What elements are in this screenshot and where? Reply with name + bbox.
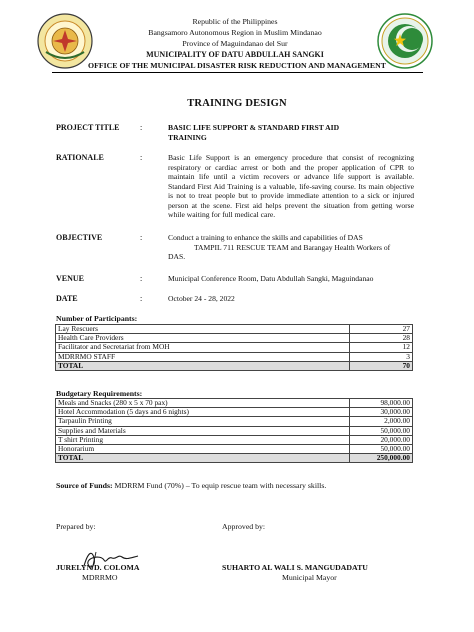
objective-line1: Conduct a training to enhance the skills and capabilities of DAS [168,233,363,242]
row-label: Honorarium [56,445,350,454]
row-label: MDRRMO STAFF [56,352,350,361]
venue-colon: : [140,274,143,283]
participants-title: Number of Participants: [56,314,138,323]
rationale-label: RATIONALE [56,153,104,162]
row-value: 50,000.00 [350,426,413,435]
participants-table [55,324,413,371]
row-value: 30,000.00 [350,408,413,417]
venue-label: VENUE [56,274,85,283]
project-title-value [168,123,428,142]
total-row [56,454,413,463]
row-value: 98,000.00 [350,399,413,408]
table-row [56,445,413,454]
table-row [56,352,413,361]
total-value: 70 [350,361,413,370]
date-label: DATE [56,294,78,303]
project-title-line2: TRAINING [168,132,207,142]
table-row [56,426,413,435]
row-label: Lay Rescuers [56,325,350,334]
date-colon: : [140,294,143,303]
approved-by-label: Approved by: [222,522,266,531]
objective-colon: : [140,233,143,242]
total-row [56,361,413,370]
source-of-funds [56,481,326,490]
approver-title: Municipal Mayor [282,573,337,582]
row-label: T shirt Printing [56,435,350,444]
budget-title: Budgetary Requirements: [56,389,143,398]
row-value: 3 [350,352,413,361]
header-republic: Republic of the Philippines [192,17,278,26]
budget-table [55,398,413,463]
header-divider [52,72,423,73]
total-label: TOTAL [56,454,350,463]
row-value: 28 [350,334,413,343]
table-row [56,435,413,444]
source-of-funds-label: Source of Funds: [56,481,113,490]
project-title-colon: : [140,123,143,132]
row-label: Meals and Snacks (280 x 5 x 70 pax) [56,399,350,408]
project-title-line1: BASIC LIFE SUPPORT & STANDARD FIRST AID [168,123,340,132]
preparer-title: MDRRMO [82,573,118,582]
row-value: 2,000.00 [350,417,413,426]
total-label: TOTAL [56,361,350,370]
row-label: Supplies and Materials [56,426,350,435]
document-title: TRAINING DESIGN [187,98,287,109]
header-office: OFFICE OF THE MUNICIPAL DISASTER RISK REDUCTION AND MANAGEMENT [88,61,386,70]
row-label: Tarpaulin Printing [56,417,350,426]
row-value: 27 [350,325,413,334]
table-row [56,417,413,426]
total-value: 250,000.00 [350,454,413,463]
project-title-label: PROJECT TITLE [56,123,120,132]
rationale-value: Basic Life Support is an emergency procedure that consist of recognizing respiratory or cardiac arrest or both and the proper application of CPR to maintain life until a victim recovers or advance life support is available. Standard First Aid Training is a valuable, life-saving course. Its main objective is not to treat people but to provide immediate attention to a sick or injured person at the scene. First aid helps prevent the situation from getting worse while waiting for full medical care. [168,153,414,219]
row-label: Health Care Providers [56,334,350,343]
header-region: Bangsamoro Autonomous Region in Muslim Mindanao [148,28,322,37]
row-label: Facilitator and Secretariat from MOH [56,343,350,352]
row-value: 20,000.00 [350,435,413,444]
date-value: October 24 - 28, 2022 [168,294,235,303]
rationale-colon: : [140,153,143,162]
table-row [56,343,413,352]
venue-value: Municipal Conference Room, Datu Abdullah Sangki, Maguindanao [168,274,374,283]
row-value: 12 [350,343,413,352]
objective-label: OBJECTIVE [56,233,103,242]
objective-value [168,233,414,262]
row-label: Hotel Accommodation (5 days and 6 nights) [56,408,350,417]
approver-name: SUHARTO AL WALI S. MANGUDADATU [222,563,368,572]
objective-line2: TAMPIL 711 RESCUE TEAM and Barangay Health Workers of [194,242,391,252]
header-province: Province of Maguindanao del Sur [182,39,288,48]
source-of-funds-value: MDRRM Fund (70%) – To equip rescue team with necessary skills. [112,481,327,490]
row-value: 50,000.00 [350,445,413,454]
prepared-by-label: Prepared by: [56,522,96,531]
preparer-name: JURELYN D. COLOMA [56,563,140,572]
header-municipality: MUNICIPALITY OF DATU ABDULLAH SANGKI [146,50,324,59]
objective-line3: DAS. [168,252,186,261]
